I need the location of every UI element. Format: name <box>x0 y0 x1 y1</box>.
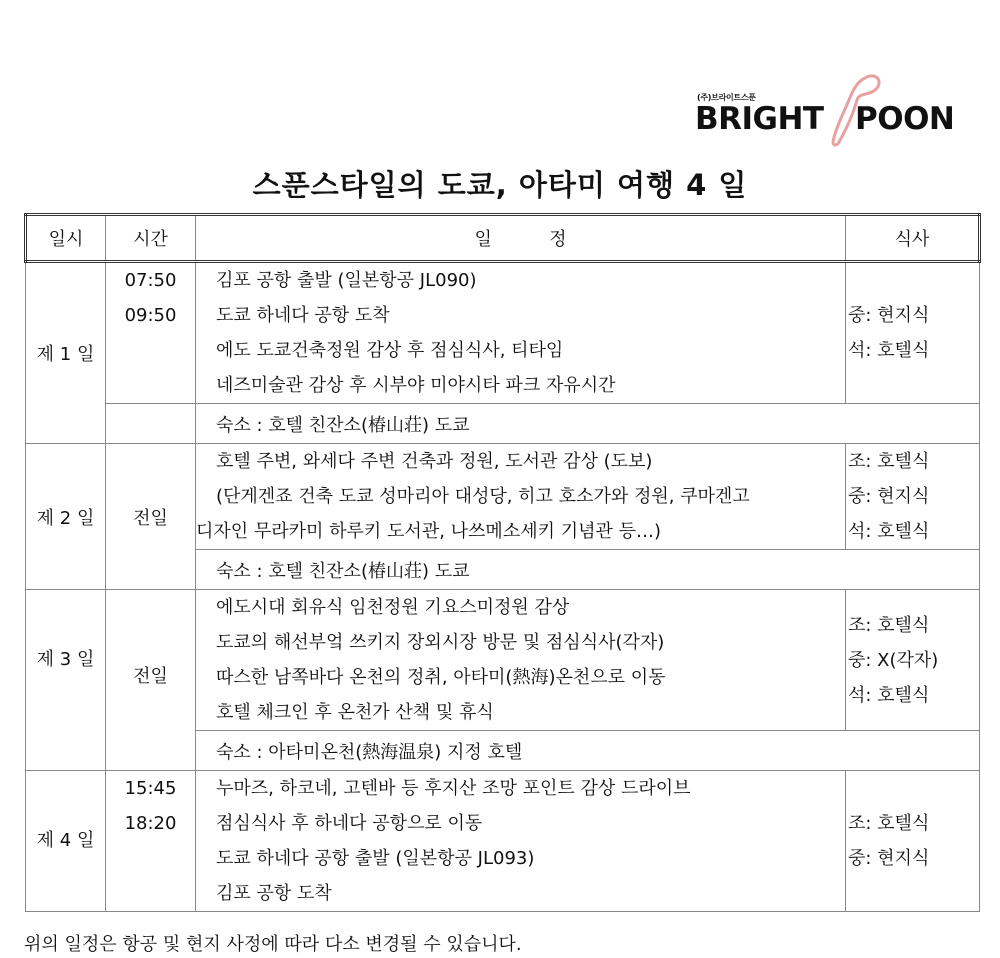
meal-item: 중: 현지식 <box>848 305 930 326</box>
schedule-line: 호텔 체크인 후 온천가 산책 및 휴식 <box>216 702 494 723</box>
meal-item: 중: 현지식 <box>848 486 930 507</box>
meals-cell <box>846 444 980 550</box>
schedule-cell <box>196 771 846 912</box>
header-time: 시간 <box>106 215 196 262</box>
schedule-line: 누마즈, 하코네, 고텐바 등 후지산 조망 포인트 감상 드라이브 <box>216 778 691 799</box>
lodging-info: 숙소 : 아타미온천(熱海温泉) 지정 호텔 <box>196 731 980 771</box>
time-value: 07:50 <box>124 270 177 291</box>
time-value: 09:50 <box>124 305 177 326</box>
schedule-line: 네즈미술관 감상 후 시부야 미야시타 파크 자유시간 <box>216 375 616 396</box>
time-value: 18:20 <box>124 813 177 834</box>
schedule-line: 디자인 무라카미 하루키 도서관, 나쓰메소세키 기념관 등…) <box>196 521 661 542</box>
schedule-note: 위의 일정은 항공 및 현지 사정에 따라 다소 변경될 수 있습니다. <box>24 934 522 955</box>
logo-company-small: (주)브라이트스푼 <box>697 93 756 102</box>
logo-brand-left: BRIGHT <box>695 101 824 137</box>
meal-item: 조: 호텔식 <box>848 451 930 472</box>
schedule-cell <box>196 444 846 550</box>
logo-brand-right: POON <box>855 101 955 137</box>
time-value: 전일 <box>133 666 168 687</box>
schedule-line: 호텔 주변, 와세다 주변 건축과 정원, 도서관 감상 (도보) <box>216 451 653 472</box>
day-times <box>106 771 196 912</box>
meal-item: 석: 호텔식 <box>848 521 930 542</box>
page-title: 스푼스타일의 도쿄, 아타미 여행 4 일 <box>252 168 748 202</box>
schedule-line: (단게겐죠 건축 도쿄 성마리아 대성당, 히고 호소가와 정원, 쿠마겐고 <box>216 486 750 507</box>
schedule-line: 에도 도쿄건축정원 감상 후 점심식사, 티타임 <box>216 340 564 361</box>
brightspoon-logo <box>695 70 970 150</box>
meal-item: 석: 호텔식 <box>848 684 930 706</box>
header-schedule: 일 정 <box>196 215 846 262</box>
schedule-line: 에도시대 회유식 임천정원 기요스미정원 감상 <box>216 597 570 618</box>
schedule-line: 점심식사 후 하네다 공항으로 이동 <box>216 813 483 834</box>
time-value: 전일 <box>133 507 168 529</box>
table-row <box>26 771 980 912</box>
meals-cell <box>846 771 980 912</box>
schedule-cell <box>196 590 846 731</box>
meal-item: 조: 호텔식 <box>848 614 930 636</box>
day-label: 제 3 일 <box>26 590 106 771</box>
day-times <box>106 590 196 771</box>
empty-time-cell <box>106 404 196 444</box>
day-times <box>106 262 196 404</box>
schedule-line: 따스한 남쪽바다 온천의 정취, 아타미(熱海)온천으로 이동 <box>216 667 666 688</box>
table-header-row <box>26 215 980 262</box>
time-value: 15:45 <box>124 778 177 799</box>
schedule-cell <box>196 262 846 404</box>
meal-item: 석: 호텔식 <box>848 340 930 361</box>
header-date: 일시 <box>26 215 106 262</box>
lodging-info: 숙소 : 호텔 친잔소(椿山荘) 도쿄 <box>196 550 980 590</box>
meal-item: 중: X(각자) <box>848 649 939 671</box>
header-meals: 식사 <box>846 215 980 262</box>
table-row <box>26 262 980 404</box>
itinerary-table <box>24 213 981 912</box>
day-label: 제 2 일 <box>26 444 106 590</box>
meal-item: 중: 현지식 <box>848 848 930 869</box>
meal-item: 조: 호텔식 <box>848 813 930 834</box>
meals-cell <box>846 590 980 731</box>
day-times <box>106 444 196 590</box>
schedule-line: 도쿄 하네다 공항 도착 <box>216 305 390 326</box>
lodging-info: 숙소 : 호텔 친잔소(椿山荘) 도쿄 <box>196 404 980 444</box>
lodging-row <box>26 404 980 444</box>
schedule-line: 도쿄 하네다 공항 출발 (일본항공 JL093) <box>216 848 535 869</box>
meals-cell <box>846 262 980 404</box>
table-row <box>26 444 980 550</box>
day-label: 제 4 일 <box>26 771 106 912</box>
day-label: 제 1 일 <box>26 262 106 444</box>
schedule-line: 김포 공항 도착 <box>216 883 332 904</box>
schedule-line: 도쿄의 해선부엌 쓰키지 장외시장 방문 및 점심식사(각자) <box>216 632 665 653</box>
schedule-line: 김포 공항 출발 (일본항공 JL090) <box>216 270 477 291</box>
table-row <box>26 590 980 731</box>
